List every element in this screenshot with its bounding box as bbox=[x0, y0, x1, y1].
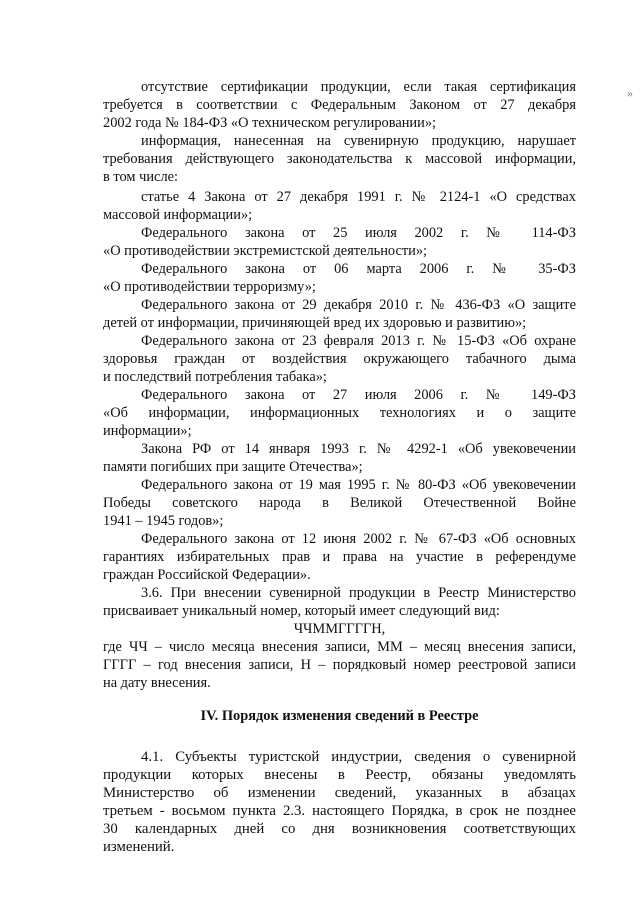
text-line: где ЧЧ – число месяца внесения записи, ММ – месяц внесения записи, bbox=[103, 639, 576, 655]
margin-mark: » bbox=[627, 86, 633, 100]
section-heading: IV. Порядок изменения сведений в Реестре bbox=[200, 708, 479, 724]
text-line: «Об информации, информационных технологиях и о защите bbox=[103, 405, 576, 421]
text-line: требования действующего законодательства к массовой информации, bbox=[103, 151, 576, 167]
text-line: информации»; bbox=[103, 423, 192, 439]
text-line: статье 4 Закона от 27 декабря 1991 г. № 2124-1 «О средствах bbox=[141, 189, 576, 205]
text-line: Федерального закона от 23 февраля 2013 г. № 15-ФЗ «Об охране bbox=[141, 333, 576, 349]
text-line: продукции которых внесены в Реестр, обязаны уведомлять bbox=[103, 767, 576, 783]
text-line: здоровья граждан от воздействия окружающего табачного дыма bbox=[103, 351, 576, 367]
text-line: в том числе: bbox=[103, 169, 179, 185]
text-line: на дату внесения. bbox=[103, 675, 211, 691]
text-line: Победы советского народа в Великой Отечественной Войне bbox=[103, 495, 576, 511]
text-line: Федерального закона от 12 июня 2002 г. № 67-ФЗ «Об основных bbox=[141, 531, 576, 547]
text-line: ГГГГ – год внесения записи, Н – порядковый номер реестровой записи bbox=[103, 657, 576, 673]
text-line: 3.6. При внесении сувенирной продукции в Реестр Министерство bbox=[141, 585, 576, 601]
text-line: и последствий потребления табака»; bbox=[103, 369, 327, 385]
text-line: 1941 – 1945 годов»; bbox=[103, 513, 224, 529]
text-line: Федерального закона от 19 мая 1995 г. № 80-ФЗ «Об увековечении bbox=[141, 477, 576, 493]
text-line: граждан Российской Федерации». bbox=[103, 567, 311, 583]
text-line: «О противодействии терроризму»; bbox=[103, 279, 316, 295]
text-line: Федерального закона от 06 марта 2006 г. № 35-ФЗ bbox=[141, 261, 576, 277]
text-line: гарантиях избирательных прав и права на участие в референдуме bbox=[103, 549, 576, 565]
text-line: отсутствие сертификации продукции, если такая сертификация bbox=[141, 79, 576, 95]
text-line: «О противодействии экстремистской деятельности»; bbox=[103, 243, 428, 259]
text-line: 4.1. Субъекты туристской индустрии, сведения о сувенирной bbox=[141, 749, 576, 765]
text-line: присваивает уникальный номер, который имеет следующий вид: bbox=[103, 603, 500, 619]
text-line: требуется в соответствии с Федеральным Законом от 27 декабря bbox=[103, 97, 576, 113]
text-line: детей от информации, причиняющей вред их здоровью и развитию»; bbox=[103, 315, 527, 331]
text-line: изменений. bbox=[103, 839, 175, 855]
text-line: информация, нанесенная на сувенирную продукцию, нарушает bbox=[141, 133, 576, 149]
text-line: Федерального закона от 25 июля 2002 г. № 114-ФЗ bbox=[141, 225, 576, 241]
text-line: Закона РФ от 14 января 1993 г. № 4292-1 «Об увековечении bbox=[141, 441, 576, 457]
text-line: Федерального закона от 27 июля 2006 г. № 149-ФЗ bbox=[141, 387, 576, 403]
registry-number-format: ЧЧММГГГГН, bbox=[293, 621, 386, 637]
text-line: Федерального закона от 29 декабря 2010 г. № 436-ФЗ «О защите bbox=[141, 297, 576, 313]
text-line: Министерство об изменении сведений, указанных в абзацах bbox=[103, 785, 576, 801]
text-line: массовой информации»; bbox=[103, 207, 253, 223]
text-line: памяти погибших при защите Отечества»; bbox=[103, 459, 363, 475]
text-line: 2002 года № 184-ФЗ «О техническом регулировании»; bbox=[103, 115, 437, 131]
text-line: 30 календарных дней со дня возникновения соответствующих bbox=[103, 821, 576, 837]
text-line: третьем - восьмом пункта 2.3. настоящего Порядка, в срок не позднее bbox=[103, 803, 576, 819]
